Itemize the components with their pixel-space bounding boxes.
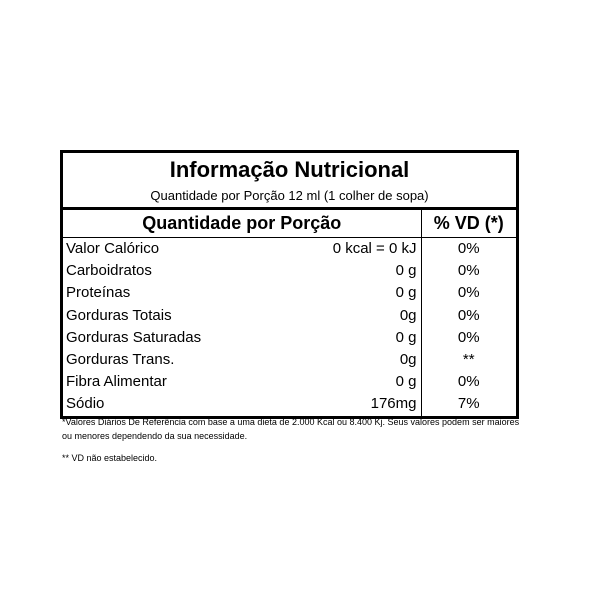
nutrient-amount: 0 g [395,373,417,391]
table-row [63,327,516,349]
table-row [63,282,516,304]
nutrition-facts-label [60,150,519,419]
table-row [63,305,516,327]
nutrient-daily-value: 0% [421,260,516,282]
nutrient-amount: 0 g [395,284,417,302]
nutrient-amount: 0 g [395,328,417,346]
nutrient-daily-value: 0% [421,327,516,349]
nutrient-daily-value: 0% [421,282,516,304]
serving-size: Quantidade por Porção 12 ml (1 colher de sopa) [63,185,516,210]
table-header-row [63,210,516,238]
table-row [63,238,516,261]
nutrient-daily-value: 0% [421,305,516,327]
nutrient-name: Sódio [66,395,105,413]
nutrient-daily-value: 0% [421,371,516,393]
header-amount: Quantidade por Porção [63,210,421,238]
header-daily-value: % VD (*) [421,210,516,238]
nutrient-name: Valor Calórico [66,240,160,258]
nutrient-name: Proteínas [66,284,131,302]
footnote-daily-values: *Valores Diários De Referência com base a uma dieta de 2.000 Kcal ou 8.400 Kj. Seus valores podem ser maiores ou menores dependendo da sua necessidade. [62,417,520,441]
table-row [63,349,516,371]
table-row [63,260,516,282]
nutrient-daily-value: 0% [421,238,516,261]
nutrient-name: Carboidratos [66,262,152,280]
table-row [63,393,516,415]
label-title: Informação Nutricional [169,157,410,182]
nutrient-amount: 0g [399,351,417,369]
nutrient-name: Gorduras Trans. [66,351,175,369]
nutrient-amount: 0 g [395,262,417,280]
nutrition-table [63,210,516,416]
nutrient-amount: 0 kcal = 0 kJ [332,240,417,258]
nutrient-name: Gorduras Totais [66,306,172,324]
footnote-not-established: ** VD não estabelecido. [62,453,158,463]
table-row [63,371,516,393]
nutrient-amount: 0g [399,306,417,324]
nutrient-amount: 176mg [370,395,417,413]
nutrient-daily-value: 7% [421,393,516,415]
nutrient-daily-value: ** [421,349,516,371]
nutrient-name: Gorduras Saturadas [66,328,202,346]
nutrient-name: Fibra Alimentar [66,373,167,391]
